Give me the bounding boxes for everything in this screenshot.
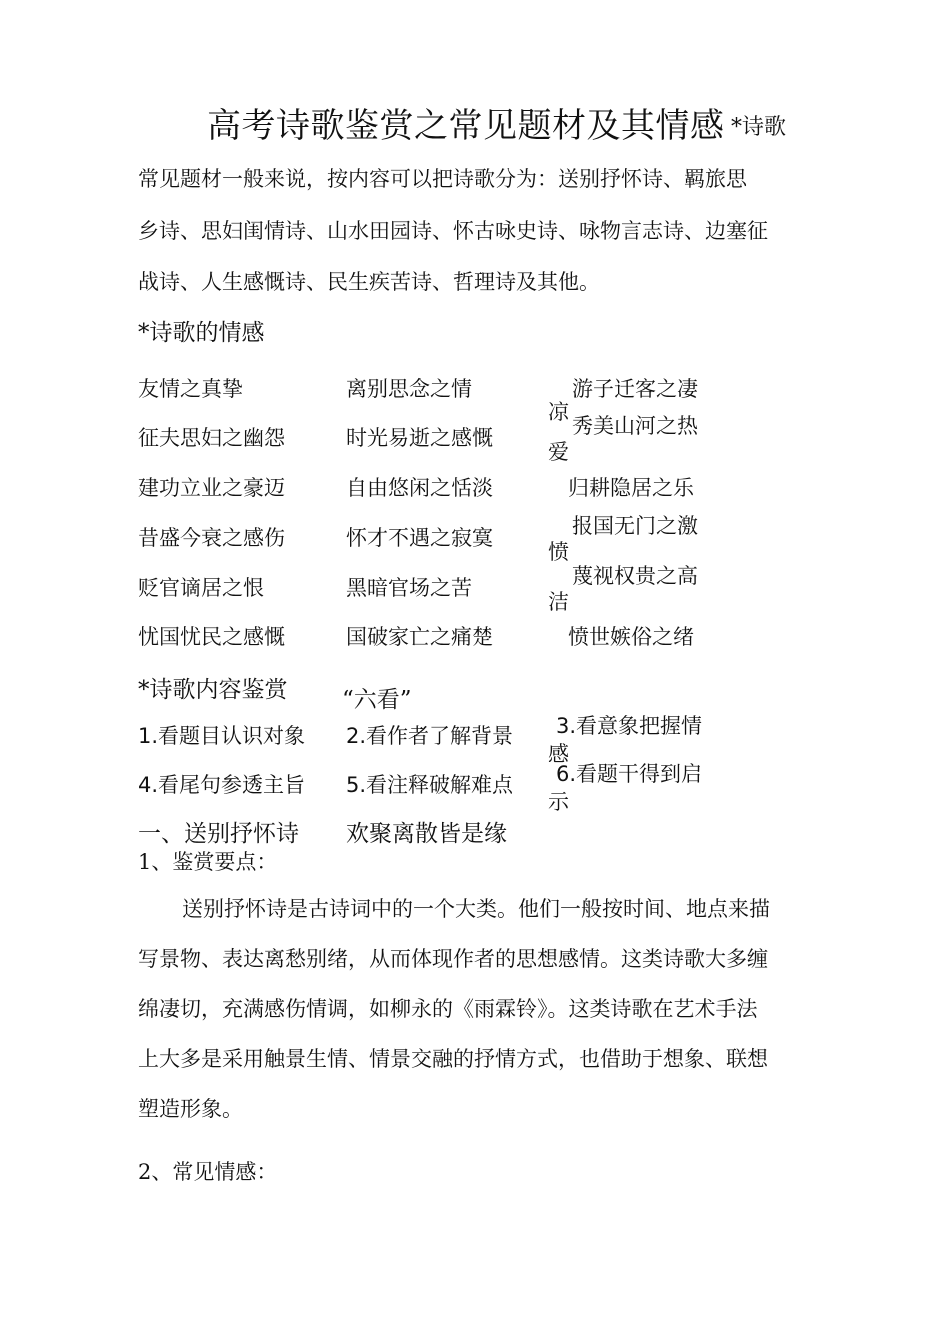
item-text: 看意象把握情: [576, 714, 703, 738]
six-look-item: [346, 720, 513, 750]
paragraph-line: 塑造形象。: [138, 1097, 243, 1121]
item-text-wrap: 感: [548, 742, 569, 766]
emotion-cell: 归耕隐居之乐: [568, 476, 694, 500]
paragraph-line: 写景物、表达离愁别绪，从而体现作者的思想感情。这类诗歌大多缠: [138, 947, 768, 971]
item-number: 2.: [346, 724, 367, 748]
six-look-item: [556, 710, 702, 740]
emotion-cell: 建功立业之豪迈: [138, 476, 285, 500]
emotion-cell: 忧国忧民之感慨: [138, 625, 285, 649]
item-number: 1.: [138, 724, 159, 748]
emotion-cell: 黑暗官场之苦: [346, 576, 472, 600]
emotion-cell: 秀美山河之热: [572, 414, 698, 438]
emotion-cell: 时光易逝之感慨: [346, 426, 493, 450]
emotion-cell: 征夫思妇之幽怨: [138, 426, 285, 450]
item-number: 4.: [138, 773, 159, 797]
emotion-cell: 友情之真挚: [138, 377, 243, 401]
item-number: 3.: [556, 714, 577, 738]
intro-line: 乡诗、思妇闺情诗、山水田园诗、怀古咏史诗、咏物言志诗、边塞征: [138, 219, 768, 243]
title-suffix: *诗歌: [731, 115, 787, 140]
six-look-item: [138, 769, 305, 799]
six-look-item: [556, 758, 702, 788]
paragraph-line: 送别抒怀诗是古诗词中的一个大类。他们一般按时间、地点来描: [182, 897, 770, 921]
paragraph-line: 上大多是采用触景生情、情景交融的抒情方式，也借助于想象、联想: [138, 1047, 768, 1071]
intro-line: 战诗、人生感慨诗、民生疾苦诗、哲理诗及其他。: [138, 270, 600, 294]
item-text: 看注释破解难点: [366, 773, 514, 797]
emotion-cell: 报国无门之激: [572, 514, 698, 538]
emotion-cell: 愤世嫉俗之绪: [568, 625, 694, 649]
emotion-cell: 自由悠闲之恬淡: [346, 476, 493, 500]
emotion-cell: 贬官谪居之恨: [138, 576, 264, 600]
intro-line: 常见题材一般来说，按内容可以把诗歌分为：送别抒怀诗、羁旅思: [138, 167, 747, 191]
paragraph-line: 绵凄切，充满感伤情调，如柳永的《雨霖铃》。这类诗歌在艺术手法: [138, 997, 758, 1021]
emotion-cell-wrap: 凉: [548, 400, 569, 424]
emotion-cell: 游子迁客之凄: [572, 377, 698, 401]
emotions-heading: *诗歌的情感: [138, 320, 265, 346]
emotion-cell-wrap: 洁: [548, 590, 569, 614]
emotion-cell: 怀才不遇之寂寞: [346, 526, 493, 550]
six-look-heading: *诗歌内容鉴赏: [138, 677, 288, 703]
item-text: 看题干得到启: [576, 762, 703, 786]
emotion-cell: 国破家亡之痛楚: [346, 625, 493, 649]
point-label: 2、常见情感：: [138, 1160, 278, 1184]
section-title: 一、送别抒怀诗: [138, 821, 299, 847]
item-number: 5.: [346, 773, 367, 797]
item-text: 看尾句参透主旨: [158, 773, 306, 797]
item-number: 6.: [556, 762, 577, 786]
item-text: 看作者了解背景: [366, 724, 514, 748]
emotion-cell: 蔑视权贵之高: [572, 564, 698, 588]
point-label: 1、鉴赏要点：: [138, 850, 278, 874]
emotion-cell: 离别思念之情: [346, 377, 472, 401]
emotion-cell-wrap: 愤: [548, 540, 569, 564]
six-look-item: [138, 720, 305, 750]
item-text-wrap: 示: [548, 790, 569, 814]
section-subtitle: 欢聚离散皆是缘: [346, 821, 507, 847]
six-look-quote: “六看”: [342, 687, 412, 713]
item-text: 看题目认识对象: [158, 724, 306, 748]
emotion-cell: 昔盛今衰之感伤: [138, 526, 285, 550]
emotion-cell-wrap: 爱: [548, 440, 569, 464]
page-title: 高考诗歌鉴赏之常见题材及其情感: [207, 106, 725, 146]
six-look-item: [346, 769, 513, 799]
